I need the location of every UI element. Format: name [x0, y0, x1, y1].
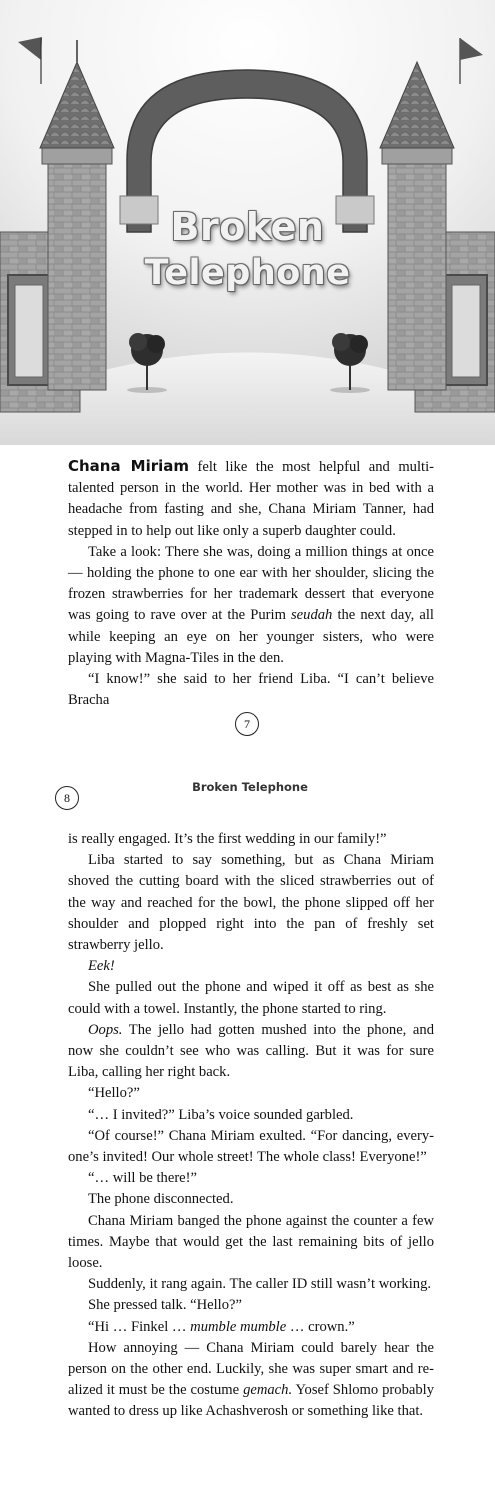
paragraph: She pressed talk. “Hello?”: [88, 1297, 242, 1314]
paragraph: The phone disconnected.: [88, 1191, 234, 1208]
paragraph: Eek!: [88, 958, 115, 975]
paragraph: Suddenly, it rang again. The caller ID still wasn’t working.: [88, 1276, 432, 1293]
chapter-title-line-2: Telephone: [144, 253, 351, 293]
paragraph: “… I invited?” Liba’s voice sounded garbled.: [88, 1106, 354, 1123]
chapter-title-line-1: Broken: [170, 205, 325, 249]
page-7-body: [68, 456, 434, 711]
paragraph: “… will be there!”: [88, 1170, 197, 1187]
page-number-8: 8: [55, 786, 79, 810]
paragraph: Oops. The jello had gotten mushed into the phone, and now she couldn’t see who was calling. But it was for sure Liba, calling her right back.: [68, 1021, 434, 1081]
paragraph: “Of course!” Chana Miriam exulted. “For dancing, every-one’s invited! Our whole street! The whole class! Everyone!”: [68, 1127, 434, 1166]
paragraph: is really engaged. It’s the first wedding in our family!”: [68, 831, 387, 847]
chapter-illustration: [0, 0, 495, 445]
running-head: Broken Telephone: [192, 780, 308, 794]
page-8-body: [68, 829, 434, 1423]
paragraph: “Hello?”: [88, 1085, 140, 1102]
lead-in-name: Chana Miriam: [68, 457, 190, 475]
paragraph: “Hi … Finkel … mumble mumble … crown.”: [88, 1318, 355, 1335]
paragraph: Chana Miriam felt like the most helpful and multi-talented person in the world. Her mother was in bed with a headache from fasting and she, Chana Miriam Tanner, had stepped in to help out like only a superb daughter could.: [68, 457, 434, 539]
paragraph: Take a look: There she was, doing a million things at once — holding the phone to one ear with her shoulder, slicing the frozen strawberries for her trademark dessert that everyone was going to rave over at the Purim seudah the next day, all while keeping an eye on her younger sisters, who were playing with Magna-Tiles in the den.: [68, 543, 434, 666]
paragraph: How annoying — Chana Miriam could barely hear the person on the other end. Luckily, she was super smart and re-alized it must be the costume gemach. Yosef Shlomo probably wanted to dress up like Achashverosh or something like that.: [68, 1339, 434, 1420]
paragraph: “I know!” she said to her friend Liba. “I can’t believe Bracha: [68, 671, 434, 709]
paragraph: Chana Miriam banged the phone against the counter a few times. Maybe that would get the last remaining bits of jello loose.: [68, 1212, 434, 1272]
page-number-7: 7: [235, 712, 259, 736]
paragraph: Liba started to say something, but as Chana Miriam shoved the cutting board with the sliced strawberries out of the way and reached for the bowl, the phone slipped off her shoulder and plopped right into the pan of freshly set strawberry jello.: [68, 852, 434, 954]
paragraph: She pulled out the phone and wiped it off as best as she could with a towel. Instantly, the phone started to ring.: [68, 979, 434, 1017]
